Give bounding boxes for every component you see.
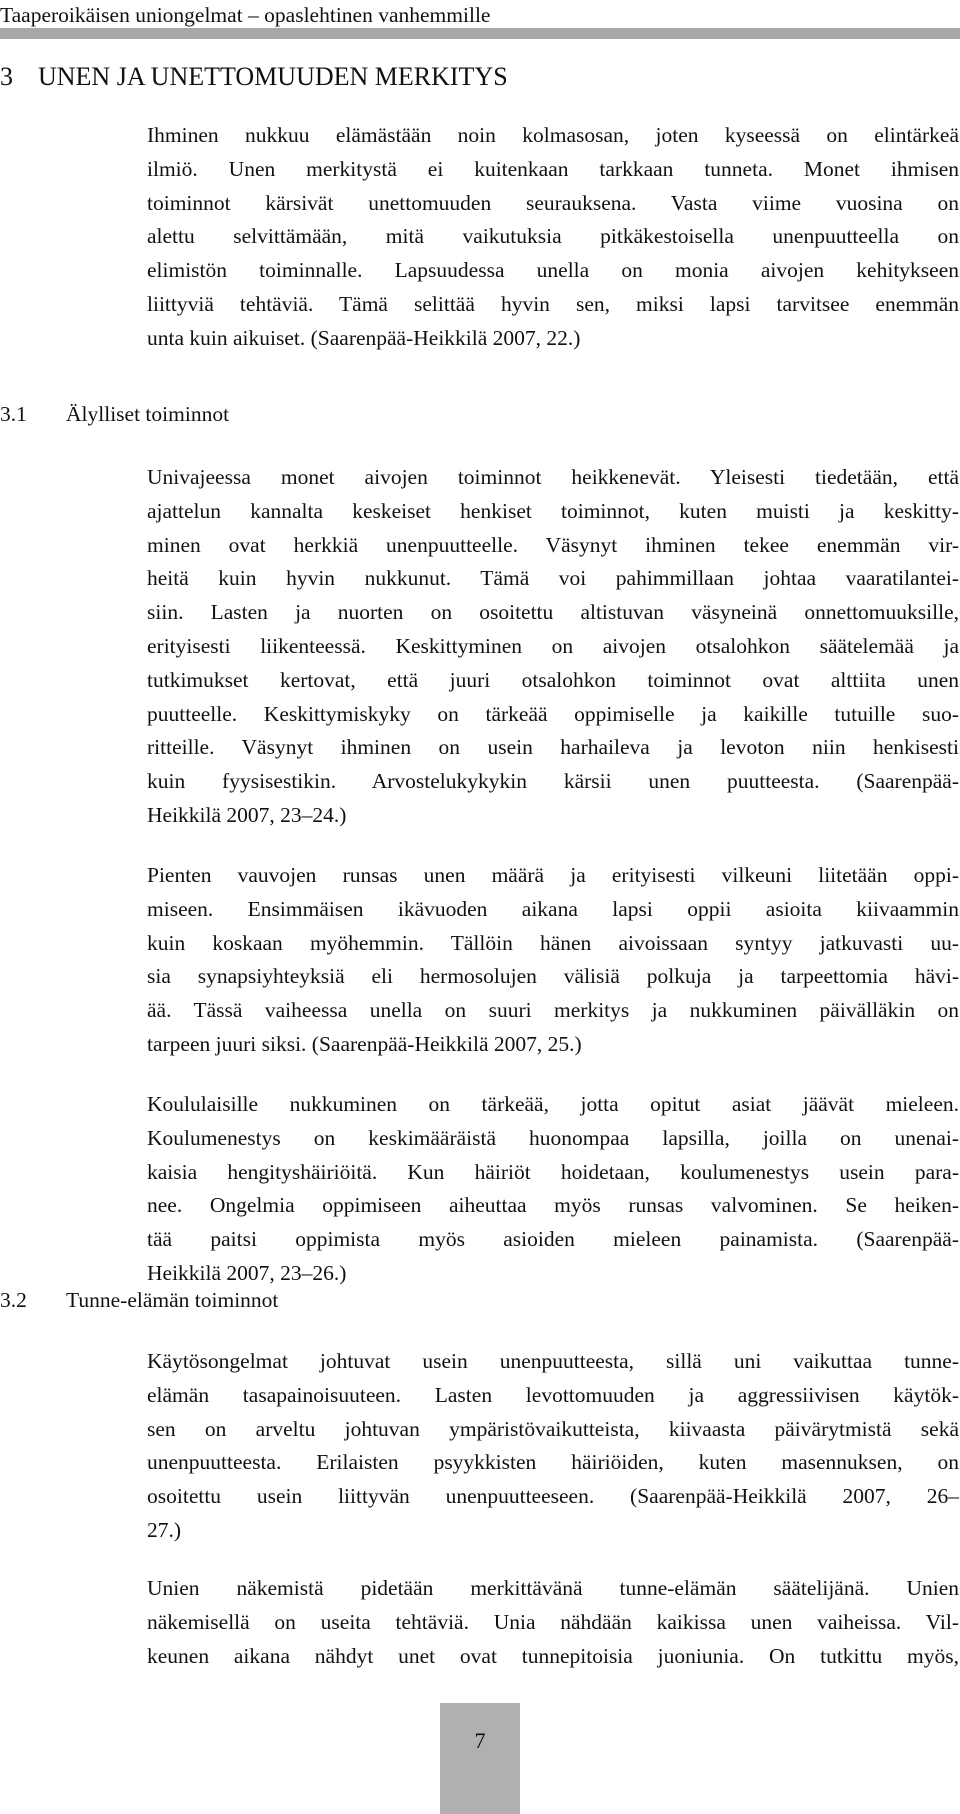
text-line: minen ovat herkkiä unenpuutteelle. Väsynyt ihminen tekee enemmän vir- (147, 532, 959, 557)
text-line: 27.) (147, 1517, 182, 1542)
text-line: kaisia hengityshäiriöitä. Kun häiriöt hoidetaan, koulumenestys usein para- (147, 1159, 959, 1184)
text-line: näkemisellä on useita tehtäviä. Unia nähdään kaikissa unen vaiheissa. Vil- (147, 1609, 959, 1634)
text-line: kuin koskaan myöhemmin. Tällöin hänen aivoissaan syntyy jatkuvasti uu- (147, 930, 959, 955)
text-line: elimistön toiminnalle. Lapsuudessa unella on monia aivojen kehitykseen (147, 258, 959, 283)
text-line: alettu selvittämään, mitä vaikutuksia pitkäkestoisella unenpuutteella on (147, 224, 959, 249)
text-line: miseen. Ensimmäisen ikävuoden aikana lapsi oppii asioita kiivaammin (147, 896, 959, 921)
text-line: tarpeen juuri siksi. (Saarenpää-Heikkilä 2007, 25.) (147, 1031, 582, 1056)
text-line: tää paitsi oppimista myös asioiden mieleen painamista. (Saarenpää- (147, 1227, 959, 1252)
text-line: kuin fyysisestikin. Arvostelukykykin kärsii unen puutteesta. (Saarenpää- (147, 769, 959, 794)
text-line: osoitettu usein liittyvän unenpuutteeseen. (Saarenpää-Heikkilä 2007, 26– (147, 1484, 959, 1509)
text-line: Ihminen nukkuu elämästään noin kolmasosan, joten kyseessä on elintärkeä (147, 123, 959, 147)
text-line: Koulumenestys on keskimääräistä huonompaa lapsilla, joilla on unenai- (147, 1125, 959, 1150)
text-line: ritteille. Väsynyt ihminen on usein harhaileva ja levoton niin henkisesti (147, 735, 959, 760)
text-line: ilmiö. Unen merkitystä ei kuitenkaan tarkkaan tunneta. Monet ihmisen (147, 156, 959, 181)
text-line: nee. Ongelmia oppimiseen aiheuttaa myös runsas valvominen. Se heiken- (147, 1193, 959, 1218)
chapter-heading (0, 60, 508, 94)
text-line: siin. Lasten ja nuorten on osoitettu altistuvan väsyneinä onnettomuuksille, (147, 600, 959, 625)
text-line: tutkimukset kertovat, että juuri otsalohkon toiminnot ovat alttiita unen (147, 667, 959, 692)
chapter-number: 3 (0, 62, 13, 91)
text-line: Koululaisille nukkuminen on tärkeää, jotta opitut asiat jäävät mieleen. (147, 1092, 959, 1116)
text-line: unenpuutteesta. Erilaisten psyykkisten häiriöiden, kuten masennuksen, on (147, 1450, 959, 1475)
section-number: 3.1 (0, 402, 27, 426)
text-line: Pienten vauvojen runsas unen määrä ja erityisesti vilkeuni liitetään oppi- (147, 863, 959, 887)
page-footer (440, 1703, 520, 1814)
intro-paragraph (147, 119, 959, 356)
chapter-title: UNEN JA UNETTOMUUDEN MERKITYS (38, 62, 508, 91)
text-line: Käytösongelmat johtuvat usein unenpuutteesta, sillä uni vaikuttaa tunne- (147, 1349, 959, 1373)
section-number: 3.2 (0, 1288, 27, 1312)
text-line: Heikkilä 2007, 23–26.) (147, 1260, 347, 1285)
text-line: Heikkilä 2007, 23–24.) (147, 802, 347, 827)
paragraph-behavior-problems (147, 1345, 959, 1548)
running-header (0, 0, 960, 30)
text-line: ää. Tässä vaiheessa unella on suuri merkitys ja nukkuminen päivälläkin on (147, 998, 959, 1023)
paragraph-dreaming (147, 1572, 959, 1673)
text-line: sen on arveltu johtuvan ympäristövaikutteista, kiivaasta päivärytmistä sekä (147, 1416, 959, 1441)
section-title: Älylliset toiminnot (66, 402, 230, 426)
text-line: puutteelle. Keskittymiskyky on tärkeää oppimiselle ja kaikille tutuille suo- (147, 701, 959, 726)
text-line: Univajeessa monet aivojen toiminnot heikkenevät. Yleisesti tiedetään, että (147, 465, 959, 489)
paragraph-cognitive-functions (147, 461, 959, 833)
text-line: toiminnot kärsivät unettomuuden seurauksena. Vasta viime vuosina on (147, 190, 959, 215)
text-line: sia synapsiyhteyksiä eli hermosolujen välisiä polkuja ja tarpeettomia hävi- (147, 964, 959, 989)
section-heading-3-1 (0, 400, 229, 428)
paragraph-infant-sleep (147, 859, 959, 1062)
running-header-title: Taaperoikäisen uniongelmat – opaslehtinen vanhemmille (0, 3, 491, 27)
text-line: liittyviä tehtäviä. Tämä selittää hyvin sen, miksi lapsi tarvitsee enemmän (147, 291, 959, 316)
text-line: erityisesti liikenteessä. Keskittyminen on aivojen otsalohkon säätelemää ja (147, 633, 959, 658)
text-line: heitä kuin hyvin nukkunut. Tämä voi pahimmillaan johtaa vaaratilantei- (147, 566, 959, 591)
text-line: unta kuin aikuiset. (Saarenpää-Heikkilä 2007, 22.) (147, 325, 581, 350)
page-number: 7 (474, 1728, 486, 1753)
header-rule (0, 28, 960, 39)
text-line: Unien näkemistä pidetään merkittävänä tunne-elämän säätelijänä. Unien (147, 1576, 959, 1600)
section-title: Tunne-elämän toiminnot (66, 1288, 279, 1312)
text-line: keunen aikana nähdyt unet ovat tunnepitoisia juoniunia. On tutkittu myös, (147, 1643, 959, 1668)
text-line: ajattelun kannalta keskeiset henkiset toiminnot, kuten muisti ja keskitty- (147, 498, 959, 523)
paragraph-school-children (147, 1088, 959, 1291)
section-heading-3-2 (0, 1286, 278, 1314)
text-line: elämän tasapainoisuuteen. Lasten levottomuuden ja aggressiivisen käytök- (147, 1382, 959, 1407)
